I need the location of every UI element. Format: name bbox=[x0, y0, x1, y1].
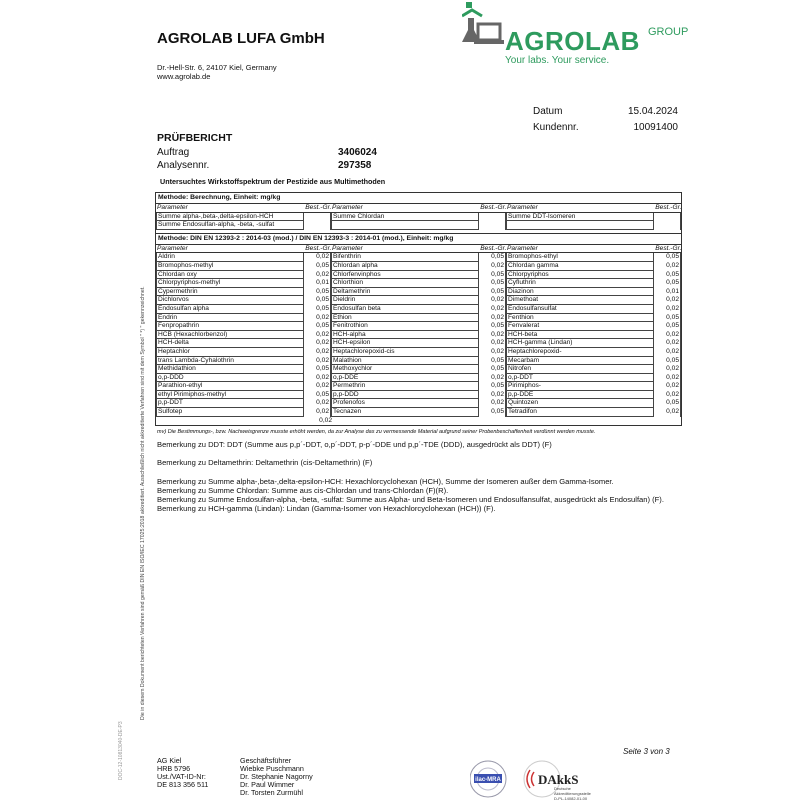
limit-value: 0,02 bbox=[654, 374, 681, 383]
website: www.agrolab.de bbox=[157, 72, 211, 81]
parameter-name: Chlordan oxy bbox=[156, 271, 304, 280]
parameter-name: Summe DDT-Isomeren bbox=[506, 213, 654, 222]
datum-label: Datum bbox=[533, 106, 563, 117]
limit-value bbox=[304, 221, 331, 230]
limit-value: 0,02 bbox=[479, 305, 506, 314]
limit-value: 0,02 bbox=[479, 348, 506, 357]
parameter-name: Heptachlor bbox=[156, 348, 304, 357]
limit-value: 0,02 bbox=[654, 331, 681, 340]
analyse-value: 297358 bbox=[338, 160, 372, 171]
limit-value: 0,05 bbox=[479, 357, 506, 366]
limit-value: 0,05 bbox=[654, 271, 681, 280]
footnote: mv) Die Bestimmungs-, bzw. Nachweisgrenze musste erhöht werden, da zur Analyse das zu vermessende Material aufgrund seiner Probenbeschaffenheit verdünnt werden musste. bbox=[157, 429, 596, 436]
footer-line: Geschäftsführer bbox=[240, 756, 292, 765]
limit-value: 0,05 bbox=[479, 288, 506, 297]
parameter-name: Chlorfenvinphos bbox=[331, 271, 479, 280]
table-row bbox=[156, 339, 681, 348]
parameter-name: Endosulfan alpha bbox=[156, 305, 304, 314]
limit-value bbox=[654, 221, 681, 230]
footer-line: Dr. Paul Wimmer bbox=[240, 780, 295, 789]
limit-value: 0,05 bbox=[479, 322, 506, 331]
parameter-name bbox=[506, 221, 654, 230]
limit-value: 0,05 bbox=[654, 253, 681, 262]
limit-value: 0,02 bbox=[654, 348, 681, 357]
address: Dr.-Hell-Str. 6, 24107 Kiel, Germany bbox=[157, 63, 277, 72]
footer-line: HRB 5796 bbox=[157, 764, 191, 773]
table-row bbox=[156, 331, 681, 340]
limit-value: 0,05 bbox=[304, 296, 331, 305]
limit-value bbox=[304, 213, 331, 222]
doc-id bbox=[118, 700, 126, 780]
auftrag-label: Auftrag bbox=[157, 147, 190, 158]
limit-value: 0,05 bbox=[654, 357, 681, 366]
col-header-bestgr: Best.-Gr. bbox=[655, 244, 681, 252]
limit-value: 0,05 bbox=[654, 314, 681, 323]
remark-line: Bemerkung zu Summe Chlordan: Summe aus cis-Chlordan und trans-Chlordan (F)(R). bbox=[157, 485, 449, 495]
parameter-name: Parathion-ethyl bbox=[156, 382, 304, 391]
parameter-name: Chlorpyriphos bbox=[506, 271, 654, 280]
col-header-bestgr: Best.-Gr. bbox=[655, 204, 681, 211]
table-row bbox=[156, 253, 681, 262]
table-row bbox=[156, 374, 681, 383]
doc-id-text: DOC-12-10813040-DE-P3 bbox=[118, 721, 124, 780]
footer-line: Wiebke Puschmann bbox=[240, 764, 304, 773]
parameter-name: Profenofos bbox=[331, 399, 479, 408]
limit-value: 0,05 bbox=[304, 262, 331, 271]
parameter-name: Sulfotep bbox=[156, 408, 304, 417]
company-name: AGROLAB LUFA GmbH bbox=[157, 30, 325, 47]
spektrum-heading: Untersuchtes Wirkstoffspektrum der Pestizide aus Multimethoden bbox=[160, 177, 386, 186]
parameter-name: o,p-DDT bbox=[506, 374, 654, 383]
limit-value: 0,02 bbox=[654, 296, 681, 305]
limit-value: 0,02 bbox=[304, 348, 331, 357]
col-header-bestgr: Best.-Gr. bbox=[480, 244, 506, 252]
limit-value: 0,02 bbox=[479, 314, 506, 323]
parameter-name: o,p-DDD bbox=[156, 374, 304, 383]
slogan: Your labs. Your service. bbox=[505, 55, 610, 66]
parameter-name: Bromophos-methyl bbox=[156, 262, 304, 271]
parameter-name: Aldrin bbox=[156, 253, 304, 262]
limit-value: 0,02 bbox=[479, 374, 506, 383]
parameter-name: p,p-DDD bbox=[331, 391, 479, 400]
parameter-name: Summe Chlordan bbox=[331, 213, 479, 222]
parameter-name: Diazinon bbox=[506, 288, 654, 297]
limit-value: 0,02 bbox=[479, 296, 506, 305]
col-header-bestgr: Best.-Gr. bbox=[305, 204, 331, 211]
parameter-name: Fenpropathrin bbox=[156, 322, 304, 331]
parameter-name: Tecnazen bbox=[331, 408, 479, 417]
limit-value: 0,02 bbox=[654, 262, 681, 271]
calc-rows bbox=[156, 213, 681, 230]
parameter-name: HCH-gamma (Lindan) bbox=[506, 339, 654, 348]
col-header-parameter: Parameter bbox=[507, 204, 538, 211]
kunde-label: Kundennr. bbox=[533, 122, 579, 133]
footer-line: Ust./VAT-ID-Nr: bbox=[157, 772, 206, 781]
table-header bbox=[156, 204, 681, 213]
limit-value: 0,02 bbox=[304, 271, 331, 280]
col-header-parameter: Parameter bbox=[332, 204, 363, 211]
parameter-name: Deltamethrin bbox=[331, 288, 479, 297]
parameter-name: Cyfluthrin bbox=[506, 279, 654, 288]
remark-line: Bemerkung zu Deltamethrin: Deltamethrin (cis-Deltamethrin) (F) bbox=[157, 458, 373, 468]
limit-value: 0,02 bbox=[304, 331, 331, 340]
parameter-name: HCH-beta bbox=[506, 331, 654, 340]
parameter-name: Methoxychlor bbox=[331, 365, 479, 374]
parameter-name: trans Lambda-Cyhalothrin bbox=[156, 357, 304, 366]
limit-value: 0,05 bbox=[654, 399, 681, 408]
ilac-text: ilac-MRA bbox=[475, 777, 501, 783]
col-header-parameter: Parameter bbox=[157, 204, 188, 211]
parameter-name: HCB (Hexachlorbenzol) bbox=[156, 331, 304, 340]
parameter-name: p,p-DDT bbox=[156, 399, 304, 408]
table-row bbox=[156, 391, 681, 400]
footer-line: Dr. Torsten Zurmühl bbox=[240, 788, 303, 797]
parameter-name: Summe Endosulfan-alpha, -beta, -sulfat bbox=[156, 221, 304, 230]
limit-value: 0,02 bbox=[304, 253, 331, 262]
parameter-name: Endosulfansulfat bbox=[506, 305, 654, 314]
datum-value: 15.04.2024 bbox=[627, 106, 678, 117]
table-row bbox=[156, 305, 681, 314]
remark-line: Bemerkung zu Summe Endosulfan-alpha, -beta, -sulfat: Summe aus Alpha- und Beta-Isomeren und Endosulfansulfat, ausgedrückt als Endosulfan) (F). bbox=[157, 495, 664, 505]
table-row bbox=[156, 262, 681, 271]
analyse-label: Analysennr. bbox=[157, 160, 210, 171]
parameter-name: HCH-delta bbox=[156, 339, 304, 348]
limit-value: 0,02 bbox=[304, 408, 331, 417]
parameter-name: Mecarbam bbox=[506, 357, 654, 366]
remark-line: Bemerkung zu Summe alpha-,beta-,delta-epsilon-HCH: Hexachlorcyclohexan (HCH), Summe der Isomeren außer dem Gamma-Isomer. bbox=[157, 476, 614, 486]
parameter-name: Ethion bbox=[331, 314, 479, 323]
footer-register bbox=[157, 757, 208, 789]
limit-value: 0,02 bbox=[654, 382, 681, 391]
parameter-name bbox=[331, 221, 479, 230]
limit-value: 0,01 bbox=[304, 279, 331, 288]
limit-value: 0,05 bbox=[479, 408, 506, 417]
logo-text: AGROLAB bbox=[505, 26, 640, 56]
limit-value: 0,05 bbox=[654, 322, 681, 331]
limit-value: 0,01 bbox=[654, 288, 681, 297]
limit-value: 0,05 bbox=[479, 365, 506, 374]
parameter-name: Bromophos-ethyl bbox=[506, 253, 654, 262]
limit-value bbox=[479, 221, 506, 230]
col-header-bestgr: Best.-Gr. bbox=[305, 244, 331, 252]
parameter-name: Cypermethrin bbox=[156, 288, 304, 297]
table-row bbox=[156, 382, 681, 391]
parameter-name: Fenvalerat bbox=[506, 322, 654, 331]
parameter-name: Heptachlorepoxid-cis bbox=[331, 348, 479, 357]
limit-value: 0,02 bbox=[304, 357, 331, 366]
din-rows bbox=[156, 253, 681, 416]
col-header-parameter: Parameter bbox=[332, 244, 363, 252]
table-row bbox=[156, 279, 681, 288]
limit-value bbox=[479, 213, 506, 222]
table-row bbox=[156, 408, 681, 417]
limit-value: 0,02 bbox=[304, 339, 331, 348]
limit-value: 0,02 bbox=[304, 382, 331, 391]
limit-value: 0,02 bbox=[304, 314, 331, 323]
table-row bbox=[156, 296, 681, 305]
parameter-name: Summe alpha-,beta-,delta-epsilon-HCH bbox=[156, 213, 304, 222]
accreditation-seals-icon bbox=[470, 758, 670, 800]
table-header bbox=[156, 245, 681, 254]
table-row bbox=[156, 322, 681, 331]
limit-value: 0,02 bbox=[654, 339, 681, 348]
table-row bbox=[156, 399, 681, 408]
footer-management bbox=[240, 757, 313, 797]
parameter-name: Fenitrothion bbox=[331, 322, 479, 331]
limit-value: 0,02 bbox=[654, 305, 681, 314]
table-row bbox=[156, 288, 681, 297]
parameter-name: Permethrin bbox=[331, 382, 479, 391]
remarks bbox=[157, 440, 687, 513]
logo-group: GROUP bbox=[648, 26, 689, 38]
limit-value: 0,02 bbox=[654, 391, 681, 400]
parameter-name: Dieldrin bbox=[331, 296, 479, 305]
parameter-name: Fenthion bbox=[506, 314, 654, 323]
parameter-name: HCH-alpha bbox=[331, 331, 479, 340]
pesticide-table bbox=[155, 192, 682, 426]
parameter-name: Endrin bbox=[156, 314, 304, 323]
parameter-name: ethyl Pirimiphos-methyl bbox=[156, 391, 304, 400]
report-body bbox=[155, 192, 687, 513]
parameter-name: Chlordan alpha bbox=[331, 262, 479, 271]
accreditation-text: Die in diesem Dokument berichteten Verfahren sind gemäß DIN EN ISO/IEC 17025:2018 akkreditiert. Ausschließlich nicht akkreditierte Verfahren sind mit dem Symbol " *) " gekennzeichnet. bbox=[140, 286, 146, 720]
parameter-name: Endosulfan beta bbox=[331, 305, 479, 314]
limit-value: 0,02 bbox=[654, 365, 681, 374]
remark-line: Bemerkung zu HCH-gamma (Lindan): Lindan (Gamma-Isomer von Hexachlorcyclohexan (HCH)) (F). bbox=[157, 504, 496, 514]
footer-line: AG Kiel bbox=[157, 756, 182, 765]
parameter-name: Chlorpyriphos-methyl bbox=[156, 279, 304, 288]
limit-value: 0,05 bbox=[304, 288, 331, 297]
limit-value: 0,02 bbox=[304, 374, 331, 383]
parameter-name: Quintozen bbox=[506, 399, 654, 408]
table-row bbox=[156, 314, 681, 323]
limit-value: 0,05 bbox=[304, 305, 331, 314]
limit-value: 0,02 bbox=[654, 408, 681, 417]
remark-line bbox=[157, 449, 687, 458]
method-calc-heading: Methode: Berechnung, Einheit: mg/kg bbox=[156, 193, 681, 204]
parameter-name: Bifenthrin bbox=[331, 253, 479, 262]
method-din-heading: Methode: DIN EN 12393-2 : 2014-03 (mod.) / DIN EN 12393-3 : 2014-01 (mod.), Einheit: mg/kg bbox=[156, 234, 681, 245]
limit-value: 0,05 bbox=[479, 382, 506, 391]
table-row bbox=[156, 348, 681, 357]
limit-value: 0,02 bbox=[479, 399, 506, 408]
company-address bbox=[157, 63, 277, 81]
auftrag-value: 3406024 bbox=[338, 147, 377, 158]
footer-line: Dr. Stephanie Nagorny bbox=[240, 772, 313, 781]
dakks-id: D-PL-14082-01-00 bbox=[554, 796, 588, 800]
limit-value: 0,02 bbox=[479, 331, 506, 340]
limit-value: 0,02 bbox=[479, 262, 506, 271]
table-row bbox=[156, 221, 681, 230]
report-title: PRÜFBERICHT bbox=[157, 132, 233, 144]
parameter-name: Heptachlorepoxid- bbox=[506, 348, 654, 357]
limit-value: 0,05 bbox=[479, 253, 506, 262]
table-row bbox=[156, 357, 681, 366]
col-header-bestgr: Best.-Gr. bbox=[480, 204, 506, 211]
parameter-name: Malathion bbox=[331, 357, 479, 366]
parameter-name: Methidathion bbox=[156, 365, 304, 374]
parameter-name: Nitrofen bbox=[506, 365, 654, 374]
remark-line bbox=[157, 468, 687, 477]
limit-value: 0,05 bbox=[479, 279, 506, 288]
limit-value bbox=[654, 213, 681, 222]
table-row bbox=[156, 365, 681, 374]
parameter-name: Dichlorvos bbox=[156, 296, 304, 305]
parameter-name: Pirimiphos- bbox=[506, 382, 654, 391]
limit-value: 0,05 bbox=[304, 365, 331, 374]
parameter-name: HCH-epsilon bbox=[331, 339, 479, 348]
parameter-name: Chlordan gamma bbox=[506, 262, 654, 271]
limit-value: 0,05 bbox=[654, 279, 681, 288]
parameter-name: Dimethoat bbox=[506, 296, 654, 305]
dakks-sub2: Akkreditierungsstelle bbox=[554, 791, 591, 796]
limit-value: 0,05 bbox=[304, 391, 331, 400]
limit-value: 0,05 bbox=[479, 271, 506, 280]
footer-line: DE 813 356 511 bbox=[157, 780, 209, 789]
col-header-parameter: Parameter bbox=[157, 244, 188, 252]
accreditation-sidebar bbox=[140, 250, 148, 750]
dakks-sub1: Deutsche bbox=[554, 786, 571, 791]
parameter-name: o,p-DDE bbox=[331, 374, 479, 383]
limit-value: 0,02 bbox=[479, 391, 506, 400]
parameter-name: Chlorthion bbox=[331, 279, 479, 288]
limit-value: 0,05 bbox=[304, 322, 331, 331]
col-header-parameter: Parameter bbox=[507, 244, 538, 252]
limit-value: 0,02 bbox=[304, 399, 331, 408]
table-row bbox=[156, 271, 681, 280]
limit-value: 0,02 bbox=[479, 339, 506, 348]
dakks-text: DAkkS bbox=[538, 772, 579, 787]
page-number: Seite 3 von 3 bbox=[623, 747, 670, 756]
trailing-value: 0,02 bbox=[319, 416, 332, 424]
table-row bbox=[156, 213, 681, 222]
remark-line: Bemerkung zu DDT: DDT (Summe aus p,p´-DDT, o,p´-DDT, p-p´-DDE und p,p´-TDE (DDD), ausgedrückt als DDT) (F) bbox=[157, 440, 552, 450]
parameter-name: p,p-DDE bbox=[506, 391, 654, 400]
kunde-value: 10091400 bbox=[633, 122, 678, 133]
parameter-name: Tetradifon bbox=[506, 408, 654, 417]
